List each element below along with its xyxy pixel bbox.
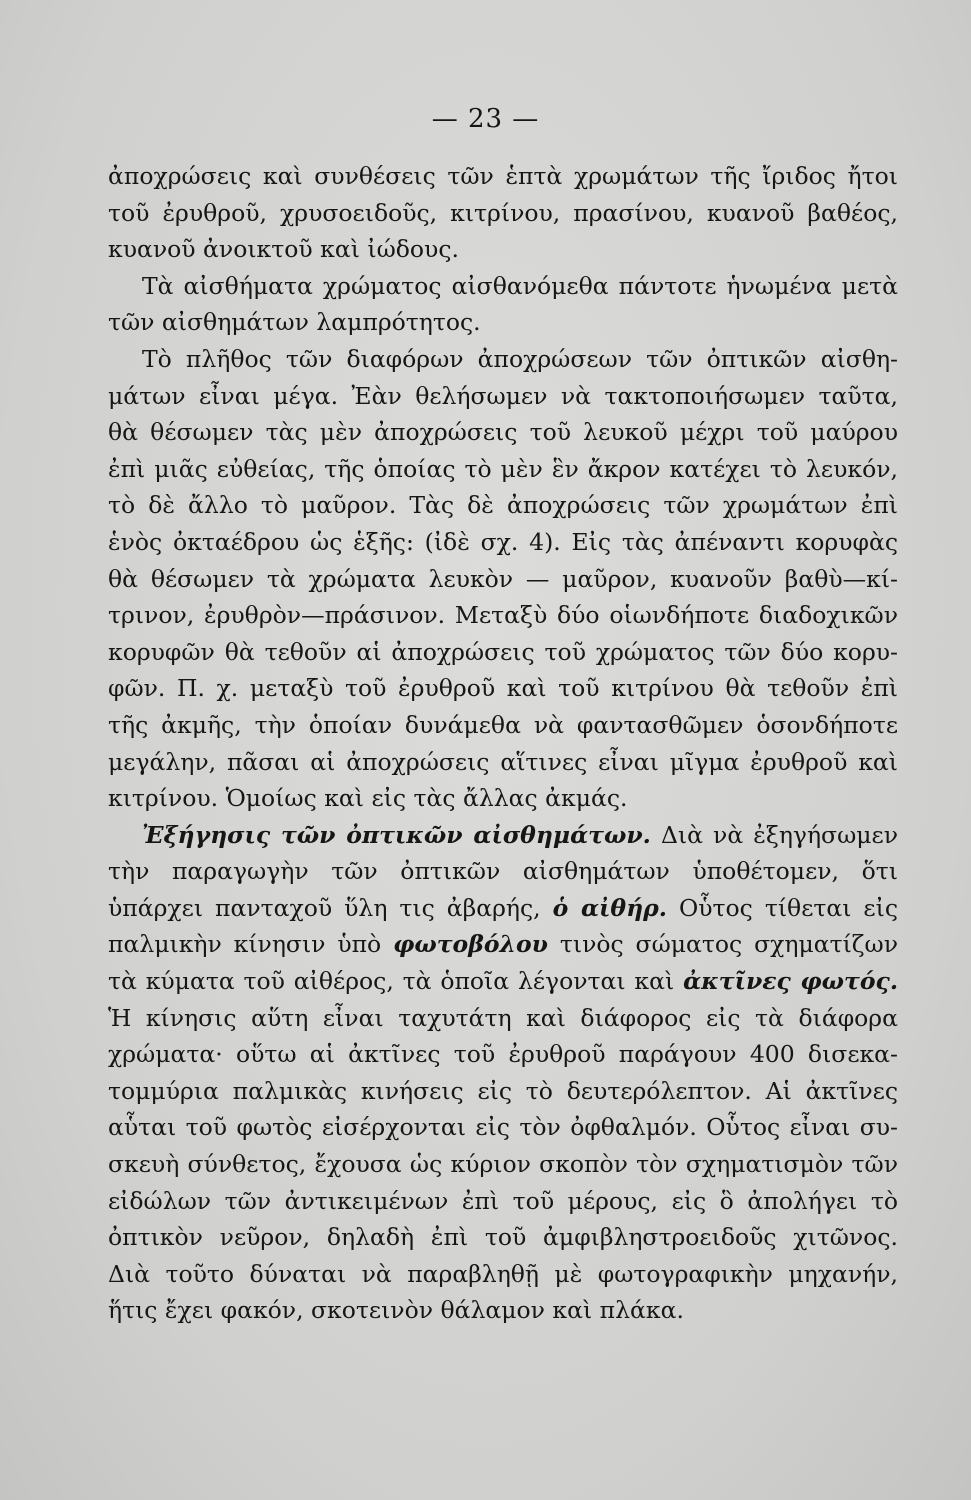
text-line: μάτων εἶναι μέγα. Ἐὰν θελήσωμεν νὰ τακτοποιήσωμεν ταῦτα, bbox=[108, 381, 898, 410]
text-line bbox=[108, 926, 898, 963]
section-heading-line bbox=[108, 817, 898, 854]
text-line: Διὰ τοῦτο δύναται νὰ παραβληθῇ μὲ φωτογραφικὴν μηχανήν, bbox=[108, 1259, 898, 1288]
body-text bbox=[108, 158, 898, 1329]
text-line: ἀποχρώσεις καὶ συνθέσεις τῶν ἑπτὰ χρωμάτων τῆς ἴριδος ἤτοι bbox=[108, 162, 898, 190]
text-line: ἐπὶ μιᾶς εὐθείας, τῆς ὁποίας τὸ μὲν ἓν ἄκρον κατέχει τὸ λευκόν, bbox=[108, 454, 898, 483]
text-line: τρινον, ἐρυθρὸν—πράσινον. Μεταξὺ δύο οἱωνδήποτε διαδοχικῶν bbox=[108, 601, 898, 630]
text-span: ὑπάρχει πανταχοῦ ὕλη τις ἀβαρής, bbox=[108, 893, 541, 922]
text-line: τὴν παραγωγὴν τῶν ὀπτικῶν αἰσθημάτων ὑποθέτομεν, ὅτι bbox=[108, 857, 898, 886]
text-line bbox=[108, 890, 898, 927]
section-heading: Ἐξήγησις τῶν ὀπτικῶν αἰσθημάτων. bbox=[142, 820, 651, 849]
page-number: — 23 — bbox=[431, 104, 540, 134]
text-line: ἑνὸς ὀκταέδρου ὡς ἑξῆς: (ἰδὲ σχ. 4). Εἰς τὰς ἀπέναντι κορυφὰς bbox=[108, 527, 898, 556]
text-line: ὀπτικὸν νεῦρον, δηλαδὴ ἐπὶ τοῦ ἀμφιβληστροειδοῦς χιτῶνος. bbox=[108, 1223, 898, 1252]
text-span: παλμικὴν κίνησιν ὑπὸ bbox=[108, 930, 382, 959]
text-span: τινὸς σώματος σχηματίζων bbox=[559, 930, 898, 959]
text-line: ἥτις ἔχει φακόν, σκοτεινὸν θάλαμον καὶ πλάκα. bbox=[108, 1296, 684, 1325]
text-line: θὰ θέσωμεν τὰ χρώματα λευκὸν — μαῦρον, κυανοῦν βαθὺ—κί- bbox=[108, 564, 898, 593]
text-span: Διὰ νὰ ἐξηγήσωμεν bbox=[660, 820, 898, 849]
text-line: σκευὴ σύνθετος, ἔχουσα ὡς κύριον σκοπὸν τὸν σχηματισμὸν τῶν bbox=[108, 1150, 898, 1179]
text-line: θὰ θέσωμεν τὰς μὲν ἀποχρώσεις τοῦ λευκοῦ μέχρι τοῦ μαύρου bbox=[108, 418, 898, 447]
text-line: τὸ δὲ ἄλλο τὸ μαῦρον. Τὰς δὲ ἀποχρώσεις τῶν χρωμάτων ἐπὶ bbox=[108, 491, 898, 520]
text-line: Ἡ κίνησις αὕτη εἶναι ταχυτάτη καὶ διάφορος εἰς τὰ διάφορα bbox=[108, 1003, 898, 1032]
text-line: χρώματα· οὕτω αἱ ἀκτῖνες τοῦ ἐρυθροῦ παράγουν 400 δισεκα- bbox=[108, 1040, 898, 1069]
text-line: φῶν. Π. χ. μεταξὺ τοῦ ἐρυθροῦ καὶ τοῦ κιτρίνου θὰ τεθοῦν ἐπὶ bbox=[108, 674, 898, 703]
text-line: κιτρίνου. Ὁμοίως καὶ εἰς τὰς ἄλλας ἀκμάς. bbox=[108, 784, 628, 813]
text-line: Τὸ πλῆθος τῶν διαφόρων ἀποχρώσεων τῶν ὀπτικῶν αἰσθη- bbox=[142, 344, 898, 373]
text-line bbox=[108, 963, 898, 1000]
text-line: τοῦ ἐρυθροῦ, χρυσοειδοῦς, κιτρίνου, πρασίνου, κυανοῦ βαθέος, bbox=[108, 198, 898, 227]
text-line: Τὰ αἰσθήματα χρώματος αἰσθανόμεθα πάντοτε ἡνωμένα μετὰ bbox=[142, 271, 898, 300]
text-line: αὗται τοῦ φωτὸς εἰσέρχονται εἰς τὸν ὀφθαλμόν. Οὗτος εἶναι συ- bbox=[108, 1113, 898, 1142]
emphasis-term: ἀκτῖνες φωτός. bbox=[683, 967, 898, 996]
emphasis-term: φωτοβόλου bbox=[393, 930, 548, 959]
text-line: κορυφῶν θὰ τεθοῦν αἱ ἀποχρώσεις τοῦ χρώματος τῶν δύο κορυ- bbox=[108, 637, 898, 666]
text-line: τῆς ἀκμῆς, τὴν ὁποίαν δυνάμεθα νὰ φαντασθῶμεν ὁσονδήποτε bbox=[108, 710, 898, 739]
text-span: Οὗτος τίθεται εἰς bbox=[678, 893, 898, 922]
text-line: κυανοῦ ἀνοικτοῦ καὶ ἰώδους. bbox=[108, 235, 459, 264]
text-line: μεγάλην, πᾶσαι αἱ ἀποχρώσεις αἵτινες εἶναι μῖγμα ἐρυθροῦ καὶ bbox=[108, 747, 898, 776]
emphasis-term: ὁ αἰθήρ. bbox=[552, 893, 667, 922]
text-line: τομμύρια παλμικὰς κινήσεις εἰς τὸ δευτερόλεπτον. Αἱ ἀκτῖνες bbox=[108, 1076, 898, 1105]
text-line: εἰδώλων τῶν ἀντικειμένων ἐπὶ τοῦ μέρους, εἰς ὃ ἀπολήγει τὸ bbox=[108, 1186, 898, 1215]
text-line: τῶν αἰσθημάτων λαμπρότητος. bbox=[108, 308, 481, 337]
text-span: τὰ κύματα τοῦ αἰθέρος, τὰ ὁποῖα λέγονται καὶ bbox=[108, 967, 675, 996]
